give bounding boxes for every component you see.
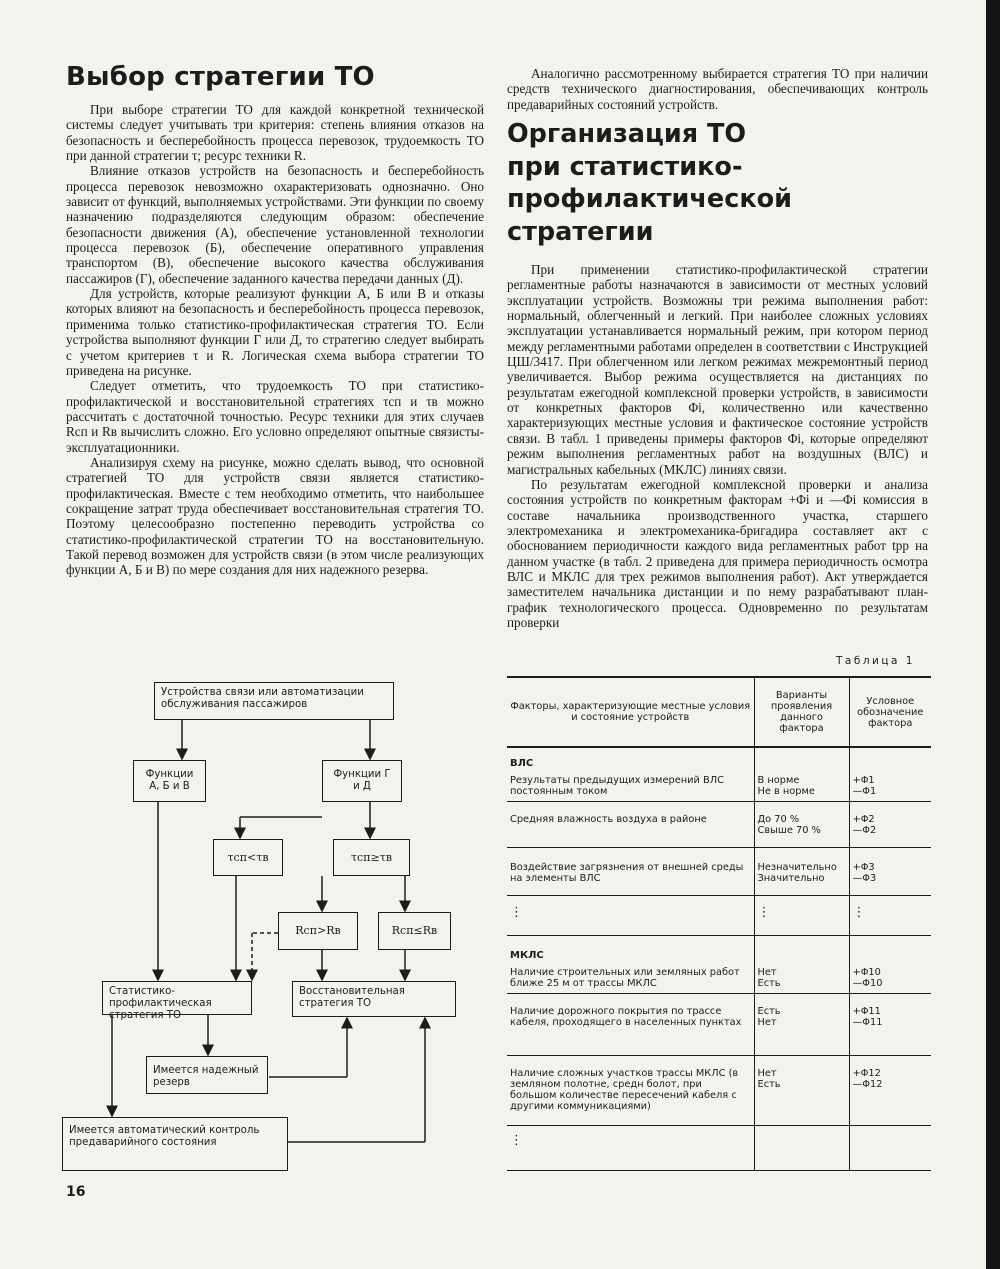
paragraph: Анализируя схему на рисунке, можно сделать вывод, что основной стратегией ТО для устройств связи является статистико-профилактическая. Вместе с тем необходимо отметить, что наибольшее сокращение затрат труда обеспечивает восстановительная стратегия ТО. Поэтому целесообразно постепенно переводить устройства со статистико-профилактической стратегии ТО на восстановительную. Такой перевод возможен для устройств связи (в этом числе реализующих функции А, Б и В) по мере создания для них надежного резерва. (66, 454, 484, 578)
reserve-box: Имеется надежный резерв (146, 1056, 268, 1094)
table-header-row (507, 677, 931, 747)
tau-less-box: τсп<τв (213, 839, 283, 876)
paragraph: Для устройств, которые реализуют функции А, Б или В и отказы которых влияют на безопасность и бесперебойность процесса перевозок, применима только статистико-профилактическая стратегия ТО. Если устройства выполняют функции Г или Д, то стратегию следует выбирать с учетом критериев τ и R. Логическая схема выбора стратегии ТО приведена на рисунке. (66, 286, 484, 378)
ellipsis: ⋮ (754, 896, 849, 936)
tau-geq-box: τсп≥τв (333, 839, 410, 876)
table-row-ellipsis (507, 896, 931, 936)
variant-2: Нет (757, 1017, 777, 1028)
symbol-minus: —Φ3 (852, 873, 877, 884)
symbol-plus: +Φ2 (852, 814, 875, 825)
variant-1: Нет (757, 1068, 777, 1079)
header-variants: Варианты проявления данного фактора (754, 677, 849, 747)
table-row (507, 936, 931, 994)
ellipsis: ⋮ (507, 896, 754, 936)
r-greater-box: Rсп>Rв (278, 912, 358, 950)
variant-2: Не в норме (757, 786, 815, 797)
table-row (507, 848, 931, 896)
factor-cell: Результаты предыдущих измерений ВЛС постоянным током (510, 775, 724, 797)
title-line: при статистико- (507, 151, 743, 182)
symbol-minus: —Φ11 (852, 1017, 883, 1028)
paragraph: При выборе стратегии ТО для каждой конкретной технической системы следует учитывать три критерия: степень влияния отказов на безопасность и бесперебойность процесса перевозок, трудоемкость ТО при данной стратегии τ; ресурс техники R. (66, 102, 484, 164)
symbol-minus: —Φ10 (852, 978, 883, 989)
header-symbol: Условное обозначение фактора (849, 677, 931, 747)
symbol-plus: +Φ3 (852, 862, 875, 873)
right-column (507, 66, 928, 630)
rest-strategy-box: Восстановительная стратегия ТО (292, 981, 456, 1017)
factor-cell: Наличие сложных участков трассы МКЛС (в земляном полотне, средн болот, при большом количестве пересечений кабеля с другими коммуникациями) (507, 1056, 754, 1126)
table-row (507, 994, 931, 1056)
symbol-minus: —Φ1 (852, 786, 877, 797)
symbol-plus: +Φ10 (852, 967, 881, 978)
left-column (66, 62, 484, 578)
symbol-plus: +Φ1 (852, 775, 875, 786)
factor-cell: Средняя влажность воздуха в районе (507, 802, 754, 848)
page-edge (986, 0, 1000, 1269)
functions-gd-box: Функции Г и Д (322, 760, 402, 802)
title-line: Организация ТО (507, 119, 747, 150)
symbol-plus: +Φ11 (852, 1006, 881, 1017)
symbol-minus: —Φ12 (852, 1079, 883, 1090)
table-row (507, 1056, 931, 1126)
factor-cell: Воздействие загрязнения от внешней среды на элементы ВЛС (507, 848, 754, 896)
section-title-organization (507, 118, 928, 248)
paragraph: Следует отметить, что трудоемкость ТО при статистико-профилактической и восстановительной стратегиях τсп и τв можно рассчитать с достаточной точностью. Ресурс техники для этих случаев Rсп и Rв вычислить сложно. Его условно определяют опытные связисты-эксплуатационники. (66, 378, 484, 455)
factor-cell: Наличие дорожного покрытия по трассе кабеля, проходящего в населенных пунктах (507, 994, 754, 1056)
table-row (507, 802, 931, 848)
ellipsis: ⋮ (849, 896, 931, 936)
stat-strategy-box: Статистико-профилактическая стратегия ТО (102, 981, 252, 1015)
paragraph: При применении статистико-профилактической стратегии регламентные работы назначаются в зависимости от местных условий эксплуатации устройств. Возможны три режима выполнения работ: нормальный, облегченный и легкий. При наиболее сложных условиях эксплуатации устанавливается нормальный режим, при котором период между регламентными работами определен в соответствии с Инструкцией ЦШ/3417. При облегченном или легком режимах межремонтный период увеличивается. Выбор режима осуществляется на дистанциях по результатам ежегодной комплексной проверки устройств, в зависимости от конкретных факторов Φi, количественно или качественно характеризующих местные условия и фактическое состояние устройств связи. В табл. 1 приведены примеры факторов Φi, которые определяют режим выполнения регламентных работ на воздушных (ВЛС) и магистральных кабельных (МКЛС) линиях связи. (507, 262, 928, 477)
variant-2: Есть (757, 1079, 781, 1090)
factor-cell: Наличие строительных или земляных работ ближе 25 м от трассы МКЛС (510, 967, 740, 989)
strategy-flowchart (60, 675, 500, 1175)
functions-abv-box: Функции А, Б и В (133, 760, 206, 802)
header-factors: Факторы, характеризующие местные условия и состояние устройств (507, 677, 754, 747)
variant-1: Нет (757, 967, 777, 978)
variant-1: Есть (757, 1006, 781, 1017)
variant-1: В норме (757, 775, 800, 786)
title-line: профилактической стратегии (507, 184, 793, 247)
variant-2: Значительно (757, 873, 825, 884)
variant-2: Свыше 70 % (757, 825, 821, 836)
paragraph: По результатам ежегодной комплексной проверки и анализа состояния устройств по конкретным факторам +Φi и —Φi комиссия в составе начальника производственного участка, старшего электромеханика и электромеханика-бригадира составляет акт с обоснованием периодичности каждого вида регламентных работ tpp на данном участке (в табл. 2 приведена для примера периодичность осмотра ВЛС и МКЛС для трех режимов выполнения работ). Акт утверждается заместителем начальника дистанции и по нему разрабатывают план-график технологического процесса. Одновременно по результатам проверки (507, 476, 928, 630)
table-row-ellipsis (507, 1126, 931, 1171)
symbol-minus: —Φ2 (852, 825, 877, 836)
ellipsis: ⋮ (507, 1126, 754, 1171)
symbol-plus: +Φ12 (852, 1068, 881, 1079)
section-vls: ВЛС (510, 758, 534, 769)
devices-box: Устройства связи или автоматизации обслуживания пассажиров (154, 682, 394, 720)
auto-control-box: Имеется автоматический контроль предаварийного состояния (62, 1117, 288, 1171)
paragraph: Влияние отказов устройств на безопасность и бесперебойность процесса перевозок невозможно охарактеризовать однозначно. Оно зависит от функций, выполняемых устройствами. Эти функции по своему назначению подразделяются следующим образом: обеспечение безопасности движения (А), обеспечение установленной технологии процесса перевозок (Б), обеспечение оперативного управления транспортом (В), обеспечение высокого качества обслуживания пассажиров (Г), обеспечение заданного качества передачи данных (Д). (66, 163, 484, 286)
section-title-strategy-choice: Выбор стратегии ТО (66, 62, 375, 92)
r-leq-box: Rсп≤Rв (378, 912, 451, 950)
page-number: 16 (66, 1184, 86, 1200)
variant-2: Есть (757, 978, 781, 989)
section-mkls: МКЛС (510, 950, 544, 961)
factors-table (507, 676, 931, 1171)
variant-1: Незначительно (757, 862, 837, 873)
table-row (507, 747, 931, 802)
table-caption: Таблица 1 (836, 655, 915, 667)
paragraph: Аналогично рассмотренному выбирается стратегия ТО при наличии средств технического диагностирования, обеспечивающих контроль предаварийных состояний устройств. (507, 66, 928, 112)
variant-1: До 70 % (757, 814, 800, 825)
